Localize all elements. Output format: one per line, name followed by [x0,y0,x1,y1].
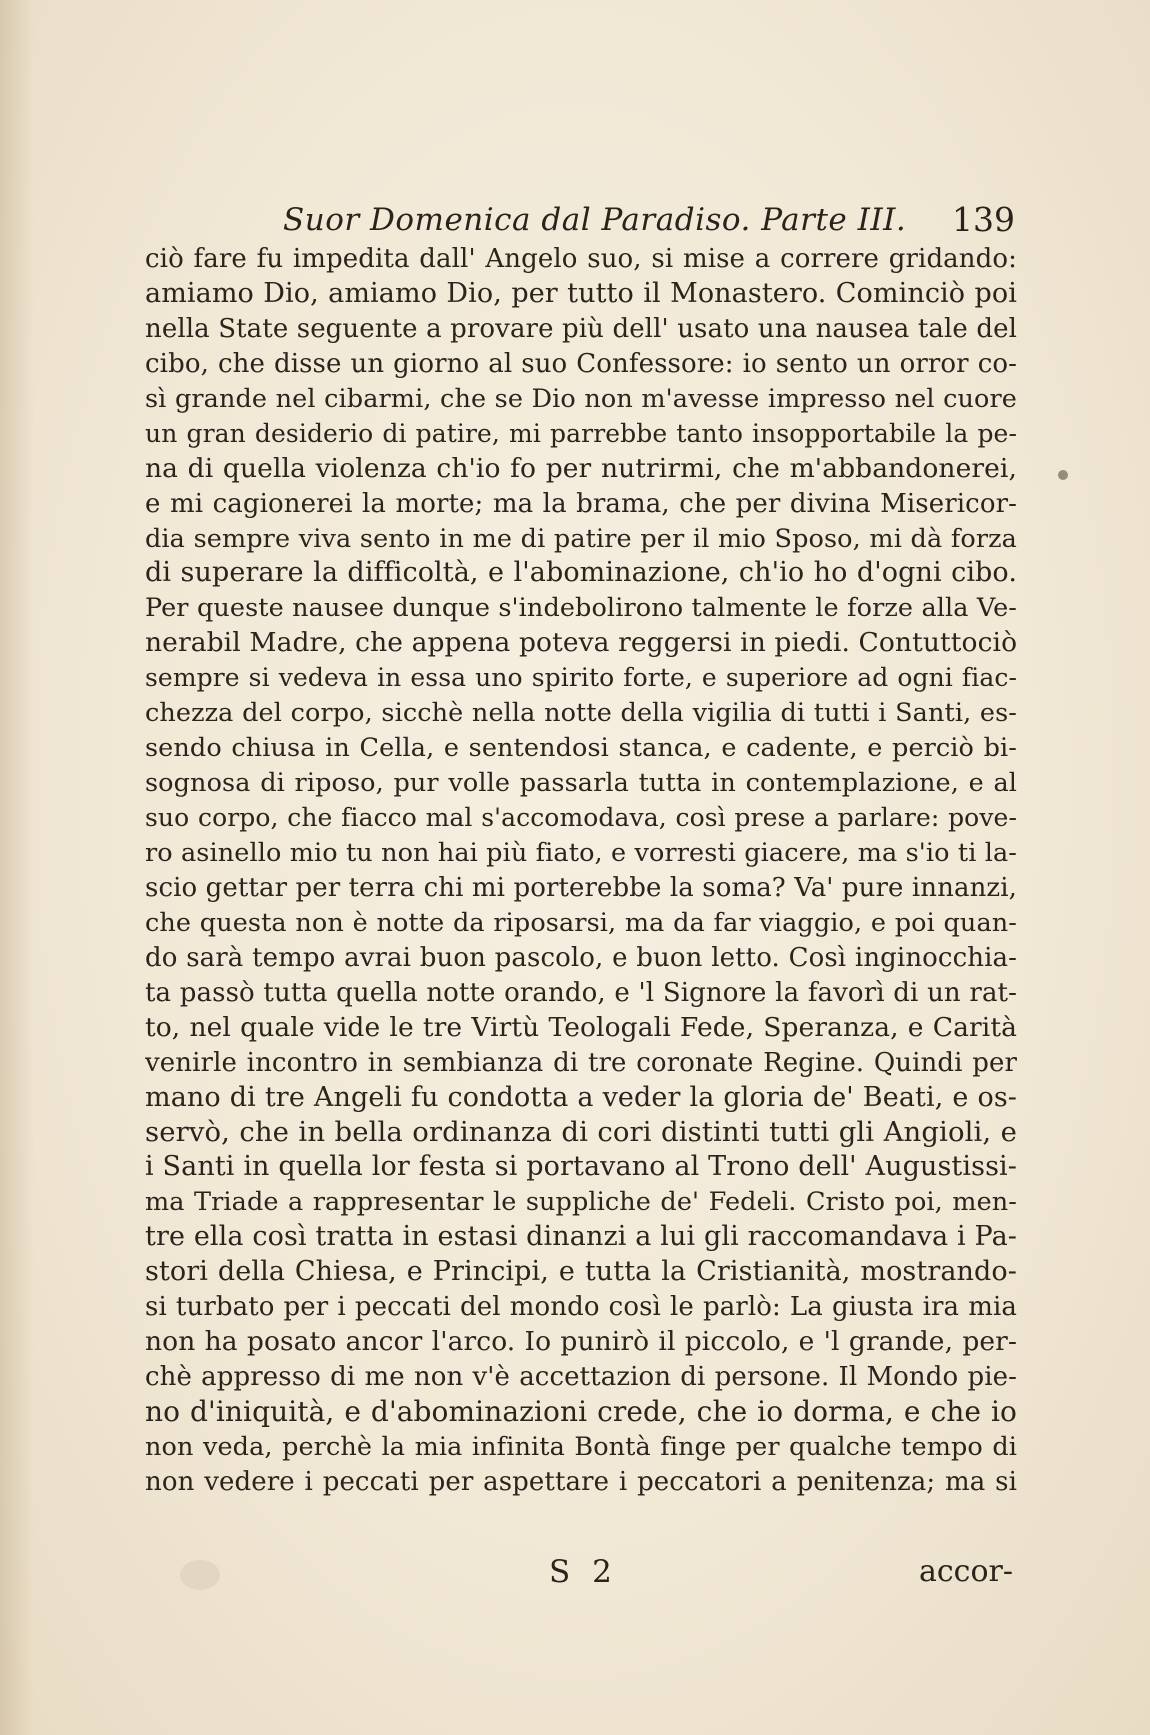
text-line: suo corpo, che fiacco mal s'accomodava, così prese a parlare: pove- [145,803,1017,832]
text-line: dia sempre viva sento in me di patire per il mio Sposo, mi dà forza [145,523,1017,554]
running-head-title: Suor Domenica dal Paradiso. Parte III. [283,202,907,238]
text-line: i Santi in quella lor festa si portavano al Trono dell' Augustissi- [145,1151,1017,1183]
text-line: no d'iniquità, e d'abominazioni crede, che io dorma, e che io [145,1394,1017,1428]
text-line: sognosa di riposo, pur volle passarla tutta in contemplazione, e al [145,768,1017,799]
text-line: servò, che in bella ordinanza di cori distinti tutti gli Angioli, e [145,1116,1017,1149]
text-line: si turbato per i peccati del mondo così le parlò: La giusta ira mia [145,1292,1017,1323]
text-line: stori della Chiesa, e Principi, e tutta la Cristianità, mostrando- [145,1256,1017,1288]
signature-mark: S 2 [549,1554,618,1590]
text-line: amiamo Dio, amiamo Dio, per tutto il Monastero. Cominciò poi [145,277,1017,309]
text-line: scio gettar per terra chi mi porterebbe la soma? Va' pure innanzi, [145,872,1017,903]
text-line: mano di tre Angeli fu condotta a veder la gloria de' Beati, e os- [145,1081,1017,1113]
text-line: venirle incontro in sembianza di tre coronate Regine. Quindi per [145,1047,1017,1078]
text-line: sempre si vedeva in essa uno spirito forte, e superiore ad ogni fiac- [145,663,1017,693]
text-line: non vedere i peccati per aspettare i peccatori a penitenza; ma si [145,1466,1017,1497]
text-line: chezza del corpo, sicchè nella notte della vigilia di tutti i Santi, es- [145,698,1017,729]
running-head [143,198,1015,244]
text-line: to, nel quale vide le tre Virtù Teologali Fede, Speranza, e Carità [145,1011,1017,1043]
text-line: di superare la difficoltà, e l'abominazione, ch'io ho d'ogni cibo. [145,557,1017,589]
text-line: cibo, che disse un giorno al suo Confessore: io sento un orror co- [145,348,1017,379]
text-line: ro asinello mio tu non hai più fiato, e vorresti giacere, ma s'io ti la- [145,837,1017,868]
text-line: che questa non è notte da riposarsi, ma da far viaggio, e poi quan- [145,907,1017,938]
text-line: non ha posato ancor l'arco. Io punirò il piccolo, e 'l grande, per- [145,1326,1017,1358]
paper-stain [1058,470,1068,480]
text-line: do sarà tempo avrai buon pascolo, e buon letto. Così inginocchia- [145,942,1017,973]
text-line: Per queste nausee dunque s'indebolirono talmente le forze alla Ve- [145,593,1017,624]
text-line: ta passò tutta quella notte orando, e 'l Signore la favorì di un rat- [145,977,1017,1008]
body-text [145,242,1017,1500]
text-line: e mi cagionerei la morte; ma la brama, che per divina Misericor- [145,488,1017,519]
text-line: sì grande nel cibarmi, che se Dio non m'avesse impresso nel cuore [145,383,1017,414]
text-line: non veda, perchè la mia infinita Bontà finge per qualche tempo di [145,1431,1017,1462]
text-line: ciò fare fu impedita dall' Angelo suo, si mise a correre gridando: [145,244,1017,274]
text-line: tre ella così tratta in estasi dinanzi a lui gli raccomandava i Pa- [145,1221,1017,1253]
text-line: un gran desiderio di patire, mi parrebbe tanto insopportabile la pe- [145,418,1017,448]
text-line: chè appresso di me non v'è accettazion di persone. Il Mondo pie- [145,1362,1017,1392]
text-line: nella State seguente a provare più dell' usato una nausea tale del [145,313,1017,344]
page-number: 139 [952,200,1015,239]
page-footer [145,1554,1017,1594]
text-line: nerabil Madre, che appena poteva reggersi in piedi. Contuttociò [145,627,1017,659]
catchword: accor- [918,1554,1013,1589]
text-line: sendo chiusa in Cella, e sentendosi stanca, e cadente, e perciò bi- [145,733,1017,764]
text-line: na di quella violenza ch'io fo per nutrirmi, che m'abbandonerei, [145,452,1017,484]
text-line: ma Triade a rappresentar le suppliche de' Fedeli. Cristo poi, men- [145,1187,1017,1218]
